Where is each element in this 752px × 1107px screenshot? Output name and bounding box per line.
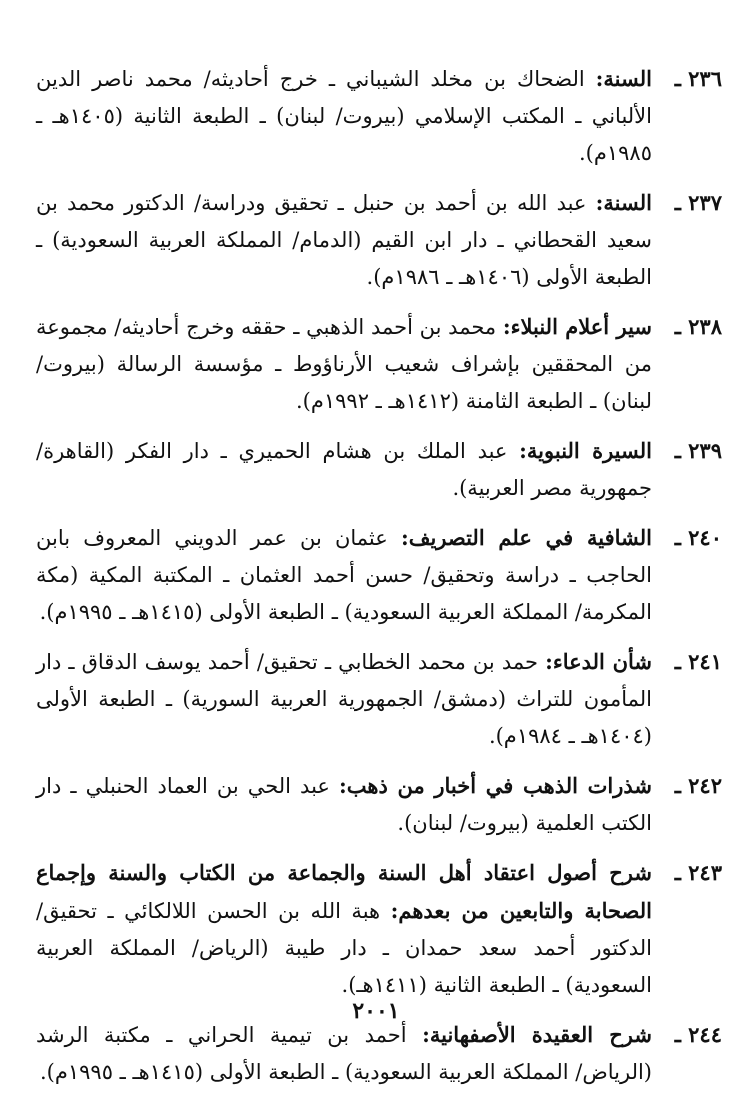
entry-number: ٢٣٦ ـ <box>674 66 722 91</box>
entry-text: عبد الله بن أحمد بن حنبل ـ تحقيق ودراسة/ الدكتور محمد بن سعيد القحطاني ـ دار ابن القيم (الدمام/ المملكة العربية السعودية) ـ الطبعة الأولى (١٤٠٦هـ ـ ١٩٨٦م). <box>36 191 652 289</box>
entry-number: ٢٣٧ ـ <box>674 190 722 215</box>
entry-text: عبد الملك بن هشام الحميري ـ دار الفكر (القاهرة/ جمهورية مصر العربية). <box>36 439 652 500</box>
entry-title: الشافية في علم التصريف: <box>400 525 652 550</box>
bibliography-entry-239 <box>36 432 722 507</box>
entry-number: ٢٤٤ ـ <box>674 1022 722 1047</box>
entry-title: السنة: <box>595 66 652 91</box>
bibliography-entry-236 <box>36 60 722 172</box>
bibliography-entry-244 <box>36 1016 722 1091</box>
bibliography-entry-238 <box>36 308 722 420</box>
entry-title: السنة: <box>595 190 652 215</box>
bibliography-entry-241 <box>36 643 722 755</box>
entry-title: سير أعلام النبلاء: <box>502 314 652 339</box>
entry-number: ٢٤١ ـ <box>674 649 722 674</box>
entry-number: ٢٣٨ ـ <box>674 314 722 339</box>
entry-title: شرح أصول اعتقاد أهل السنة والجماعة من الكتاب والسنة وإجماع الصحابة والتابعين من بعدهم: <box>36 860 652 923</box>
bibliography-entry-237 <box>36 184 722 296</box>
entry-title: السيرة النبوية: <box>519 438 652 463</box>
page-number: ٢٠٠١ <box>352 998 400 1024</box>
entry-text: حمد بن محمد الخطابي ـ تحقيق/ أحمد يوسف الدقاق ـ دار المأمون للتراث (دمشق/ الجمهورية العربية السورية) ـ الطبعة الأولى (١٤٠٤هـ ـ ١٩٨٤م). <box>36 650 652 748</box>
entry-text: عثمان بن عمر الدويني المعروف بابن الحاجب ـ دراسة وتحقيق/ حسن أحمد العثمان ـ المكتبة المكية (مكة المكرمة/ المملكة العربية السعودية) ـ الطبعة الأولى (١٤١٥هـ ـ ١٩٩٥م). <box>36 526 652 624</box>
bibliography-entry-242 <box>36 767 722 842</box>
entry-text: الضحاك بن مخلد الشيباني ـ خرج أحاديثه/ محمد ناصر الدين الألباني ـ المكتب الإسلامي (بيروت/ لبنان) ـ الطبعة الثانية (١٤٠٥هـ ـ ١٩٨٥م). <box>36 67 652 165</box>
bibliography-entry-240 <box>36 519 722 631</box>
entry-text: محمد بن أحمد الذهبي ـ حققه وخرج أحاديثه/ مجموعة من المحققين بإشراف شعيب الأرناؤوط ـ مؤسسة الرسالة (بيروت/ لبنان) ـ الطبعة الثامنة (١٤١٢هـ ـ ١٩٩٢م). <box>36 315 652 413</box>
bibliography-entry-243 <box>36 854 722 1004</box>
entry-text: عبد الحي بن العماد الحنبلي ـ دار الكتب العلمية (بيروت/ لبنان). <box>36 774 652 835</box>
entry-number: ٢٤٣ ـ <box>674 860 722 885</box>
entry-text: هبة الله بن الحسن اللالكائي ـ تحقيق/ الدكتور أحمد سعد حمدان ـ دار طيبة (الرياض/ المملكة العربية السعودية) ـ الطبعة الثانية (١٤١١هـ). <box>36 899 652 997</box>
entry-number: ٢٣٩ ـ <box>674 438 722 463</box>
entry-title: شأن الدعاء: <box>545 649 652 674</box>
entry-text: أحمد بن تيمية الحراني ـ مكتبة الرشد (الرياض/ المملكة العربية السعودية) ـ الطبعة الأولى (١٤١٥هـ ـ ١٩٩٥م). <box>36 1023 652 1084</box>
entry-title: شذرات الذهب في أخبار من ذهب: <box>339 773 652 798</box>
entry-number: ٢٤٢ ـ <box>674 773 722 798</box>
entry-number: ٢٤٠ ـ <box>674 525 722 550</box>
entry-title: شرح العقيدة الأصفهانية: <box>422 1022 652 1047</box>
bibliography-list <box>36 60 722 1103</box>
